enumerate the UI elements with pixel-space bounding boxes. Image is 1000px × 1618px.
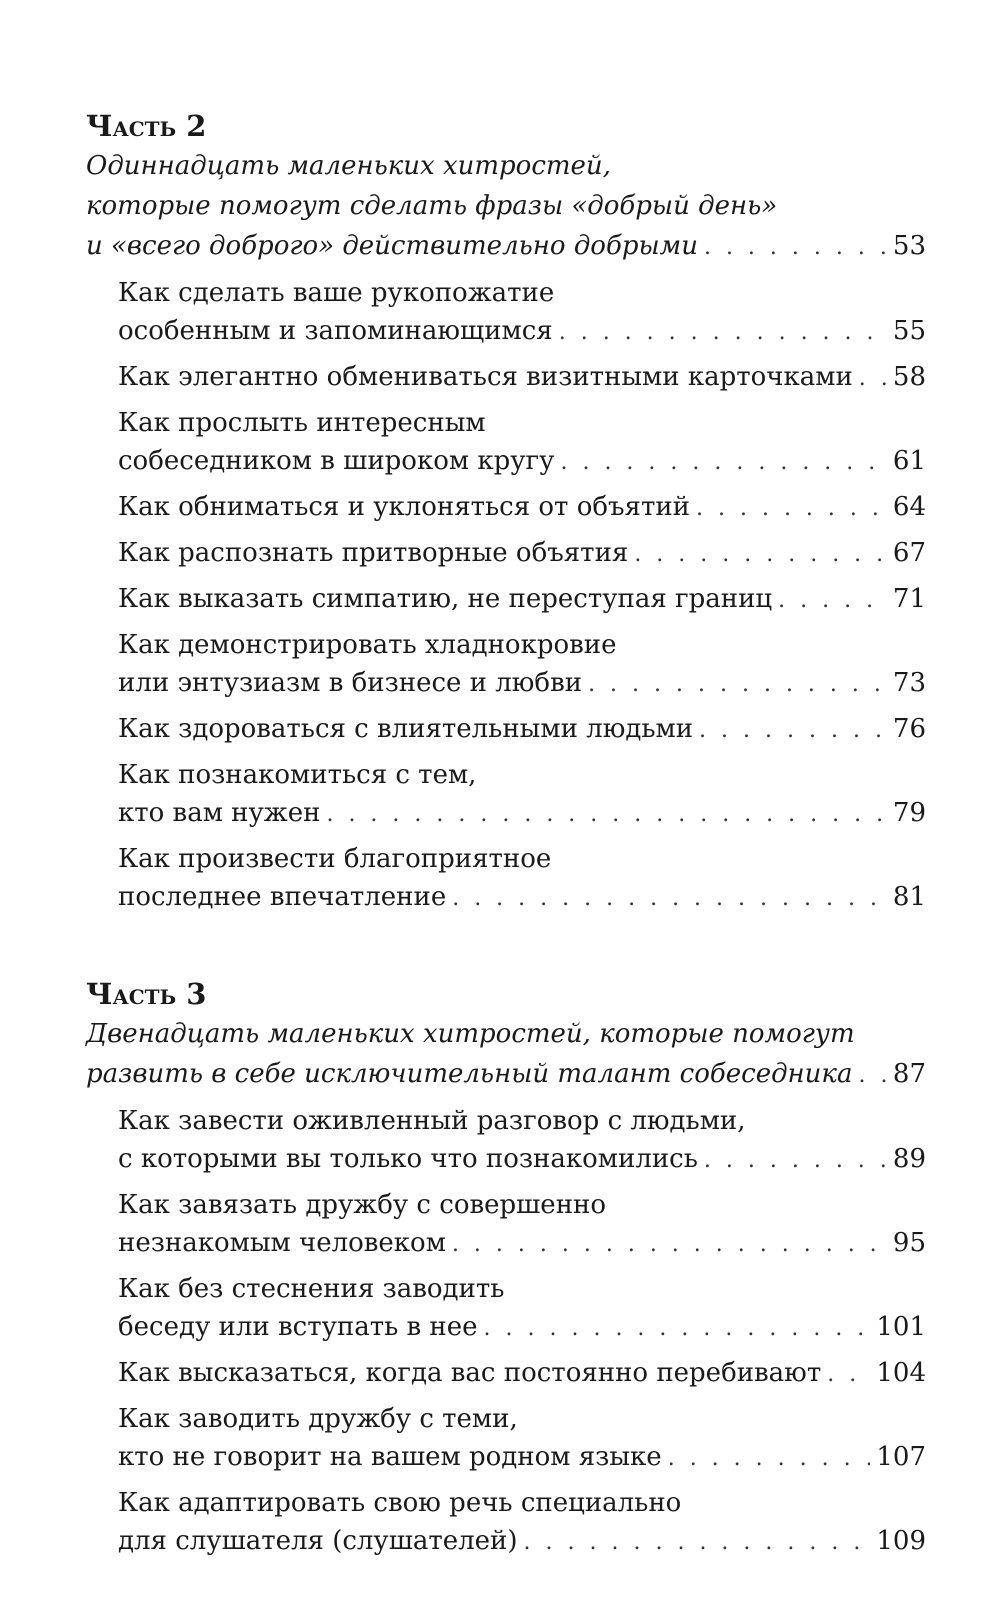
entry-last-line — [118, 358, 926, 398]
page-number: 67 — [892, 538, 926, 568]
part-label: Часть — [86, 977, 177, 1011]
page-number: 101 — [876, 1312, 926, 1342]
page-number: 53 — [892, 231, 926, 261]
part-subtitle — [86, 146, 926, 268]
entry-title: для слушателя (слушателей) — [118, 1526, 518, 1556]
entry-list — [86, 1102, 926, 1562]
part-title — [86, 106, 926, 146]
subtitle-last-line — [86, 1054, 926, 1096]
toc-part — [86, 106, 926, 918]
entry-list — [86, 274, 926, 918]
entry-title: беседу или вступать в нее — [118, 1312, 478, 1342]
toc-entry[interactable] — [118, 1354, 926, 1394]
entry-last-line — [118, 580, 926, 620]
subtitle-line: развить в себе исключительный талант собеседника — [86, 1059, 853, 1089]
subtitle-line: Одиннадцать маленьких хитростей, — [86, 151, 611, 181]
table-of-contents — [86, 106, 926, 1618]
entry-line: Как завести оживленный разговор с людьми, — [118, 1106, 746, 1136]
dot-leader — [668, 1440, 871, 1478]
entry-title: особенным и запоминающимся — [118, 316, 553, 346]
entry-last-line — [118, 1438, 926, 1478]
dot-leader — [452, 880, 887, 918]
subtitle-line: и «всего доброго» действительно добрыми — [86, 231, 698, 261]
entry-line: Как завязать дружбу с совершенно — [118, 1190, 607, 1220]
part-number: 3 — [186, 977, 207, 1011]
toc-entry[interactable] — [118, 1186, 926, 1264]
entry-title: собеседником в широком кругу — [118, 446, 555, 476]
page-number: 87 — [892, 1059, 926, 1089]
entry-line: Как познакомиться с тем, — [118, 760, 477, 790]
subtitle-line: Двенадцать маленьких хитростей, которые помогут — [86, 1019, 855, 1049]
page-number: 95 — [892, 1228, 926, 1258]
entry-last-line — [118, 878, 926, 918]
page-number: 64 — [892, 492, 926, 522]
dot-leader — [778, 582, 887, 620]
dot-leader — [704, 228, 887, 268]
entry-title: кто не говорит на вашем родном языке — [118, 1442, 662, 1472]
part-title — [86, 974, 926, 1014]
part-label: Часть — [86, 109, 177, 143]
toc-entry[interactable] — [118, 358, 926, 398]
page-number: 109 — [876, 1526, 926, 1556]
entry-title: незнакомым человеком — [118, 1228, 446, 1258]
dot-leader — [859, 360, 887, 398]
dot-leader — [699, 712, 887, 750]
toc-entry[interactable] — [118, 840, 926, 918]
page-number: 79 — [892, 798, 926, 828]
toc-entry[interactable] — [118, 710, 926, 750]
entry-last-line — [118, 1522, 926, 1562]
entry-last-line — [118, 442, 926, 482]
entry-title: кто вам нужен — [118, 798, 321, 828]
page-number: 55 — [892, 316, 926, 346]
entry-last-line — [118, 794, 926, 834]
page-number: 89 — [892, 1144, 926, 1174]
toc-entry[interactable] — [118, 1102, 926, 1180]
dot-leader — [704, 1142, 887, 1180]
entry-title: Как распознать притворные объятия — [118, 538, 629, 568]
entry-line: Как прослыть интересным — [118, 408, 486, 438]
entry-title: Как здороваться с влиятельными людьми — [118, 714, 694, 744]
page-number: 104 — [876, 1358, 926, 1388]
toc-entry[interactable] — [118, 1484, 926, 1562]
toc-entry[interactable] — [118, 580, 926, 620]
entry-last-line — [118, 1354, 926, 1394]
part-subtitle — [86, 1014, 926, 1096]
entry-line: Как демонстрировать хладнокровие — [118, 630, 617, 660]
toc-part — [86, 974, 926, 1562]
dot-leader — [559, 314, 887, 352]
toc-entry[interactable] — [118, 488, 926, 528]
part-number: 2 — [186, 109, 207, 143]
page-number: 61 — [892, 446, 926, 476]
entry-title: с которыми вы только что познакомились — [118, 1144, 698, 1174]
dot-leader — [326, 796, 886, 834]
dot-leader — [827, 1356, 870, 1394]
entry-line: Как произвести благоприятное — [118, 844, 552, 874]
dot-leader — [696, 490, 887, 528]
dot-leader — [452, 1226, 887, 1264]
entry-title: Как выказать симпатию, не переступая границ — [118, 584, 773, 614]
entry-title: Как обниматься и уклоняться от объятий — [118, 492, 690, 522]
entry-line: Как заводить дружбу с теми, — [118, 1404, 518, 1434]
subtitle-line: которые помогут сделать фразы «добрый день» — [86, 191, 778, 221]
entry-title: последнее впечатление — [118, 882, 447, 912]
toc-entry[interactable] — [118, 404, 926, 482]
entry-line: Как сделать ваше рукопожатие — [118, 278, 555, 308]
subtitle-last-line — [86, 226, 926, 268]
page-number: 58 — [892, 362, 926, 392]
dot-leader — [524, 1524, 871, 1562]
entry-last-line — [118, 534, 926, 574]
page-number: 71 — [892, 584, 926, 614]
entry-last-line — [118, 1308, 926, 1348]
dot-leader — [560, 444, 886, 482]
dot-leader — [588, 666, 887, 704]
entry-line: Как адаптировать свою речь специально — [118, 1488, 682, 1518]
entry-title: или энтузиазм в бизнесе и любви — [118, 668, 583, 698]
entry-last-line — [118, 1140, 926, 1180]
entry-last-line — [118, 710, 926, 750]
page-number: 76 — [892, 714, 926, 744]
entry-title: Как элегантно обмениваться визитными карточками — [118, 362, 853, 392]
dot-leader — [858, 1056, 886, 1096]
dot-leader — [484, 1310, 871, 1348]
entry-last-line — [118, 1224, 926, 1264]
toc-entry[interactable] — [118, 1400, 926, 1478]
toc-entry[interactable] — [118, 534, 926, 574]
toc-entry[interactable] — [118, 626, 926, 704]
page-number: 107 — [876, 1442, 926, 1472]
dot-leader — [634, 536, 887, 574]
page-number: 73 — [892, 668, 926, 698]
entry-last-line — [118, 664, 926, 704]
toc-entry[interactable] — [118, 756, 926, 834]
toc-entry[interactable] — [118, 274, 926, 352]
page-number: 81 — [892, 882, 926, 912]
entry-last-line — [118, 312, 926, 352]
entry-line: Как без стеснения заводить — [118, 1274, 505, 1304]
entry-title: Как высказаться, когда вас постоянно перебивают — [118, 1358, 822, 1388]
toc-entry[interactable] — [118, 1270, 926, 1348]
entry-last-line — [118, 488, 926, 528]
